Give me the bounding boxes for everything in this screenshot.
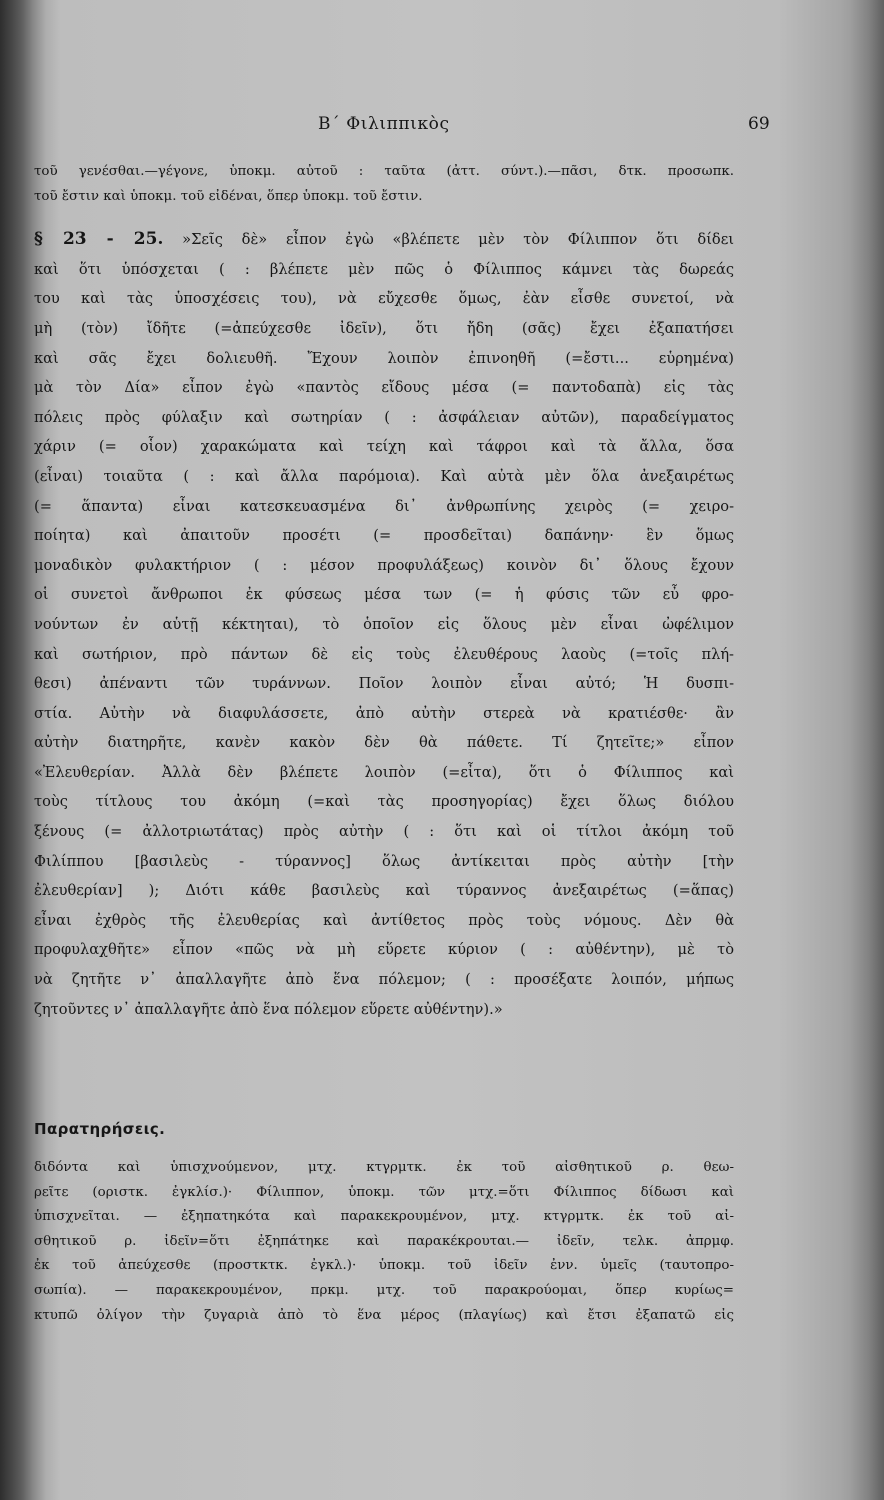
observation-line: ὑπισχνεῖται. — ἐξηπατηκότα καὶ παρακεκρουμένον, μτχ. κτγρμτκ. ἐκ τοῦ αἰ- [34, 1209, 734, 1225]
section-line: οἱ συνετοὶ ἄνθρωποι ἐκ φύσεως μέσα των (= ἡ φύσις τῶν εὖ φρο- [34, 586, 734, 604]
body-text [34, 160, 734, 1024]
section-line: νὰ ζητῆτε ν᾽ ἀπαλλαγῆτε ἀπὸ ἕνα πόλεμον; ( : προσέξατε λοιπόν, μήπως [34, 971, 734, 989]
section-line: μὴ (τὸν) ἴδῆτε (=ἀπεύχεσθε ἰδεῖν), ὅτι ἤδη (σᾶς) ἔχει ἐξαπατήσει [34, 319, 734, 337]
section-line: αὐτὴν διατηρῆτε, κανὲν κακὸν δὲν θὰ πάθετε. Τί ζητεῖτε;» εἶπον [34, 734, 734, 752]
page-number: 69 [748, 114, 770, 134]
section-line: μὰ τὸν Δία» εἶπον ἐγὼ «παντὸς εἴδους μέσα (= παντοδαπὰ) εἰς τὰς [34, 379, 734, 397]
section-line: νούντων ἐν αὑτῇ κέκτηται), τὸ ὁποῖον εἰς ὅλους μὲν εἶναι ὠφέλιμον [34, 615, 734, 633]
observations-heading: Παρατηρήσεις. [34, 1120, 166, 1138]
section-paragraph [34, 225, 734, 1024]
section-line: πόλεις πρὸς φύλαξιν καὶ σωτηρίαν ( : ἀσφάλειαν αὐτῶν), παραδείγματος [34, 408, 734, 426]
section-line: ποίητα) καὶ ἀπαιτοῦν προσέτι (= προσδεῖται) δαπάνην· ἓν ὅμως [34, 527, 734, 545]
section-line: ξένους (= ἀλλοτριωτάτας) πρὸς αὐτὴν ( : ὅτι καὶ οἱ τίτλοι ἀκόμη τοῦ [34, 823, 734, 841]
observation-line: κτυπῶ ὀλίγον τὴν ζυγαριὰ ἀπὸ τὸ ἕνα μέρος (πλαγίως) καὶ ἔτσι ἐξαπατῶ εἰς [34, 1307, 734, 1323]
section-line: ἐλευθερίαν] ); Διότι κάθε βασιλεὺς καὶ τύραννος ἀνεξαιρέτως (=ἅπας) [34, 882, 734, 900]
page-edge-shadow [850, 0, 884, 1500]
observation-line: σθητικοῦ ρ. ἰδεῖν=ὅτι ἐξηπάτηκε καὶ παρακέκρουται.— ἰδεῖν, τελκ. ἀπρμφ. [34, 1233, 734, 1249]
section-line: ζητοῦντες ν᾽ ἀπαλλαγῆτε ἀπὸ ἕνα πόλεμον εὕρετε αὐθέντην).» [34, 1000, 503, 1018]
section-line: »Σεῖς δὲ» εἶπον ἐγὼ «βλέπετε μὲν τὸν Φίλιππον ὅτι δίδει [182, 231, 735, 249]
observation-line: ρεῖτε (οριστκ. ἐγκλίσ.)· Φίλιππον, ὑποκμ. τῶν μτχ.=ὅτι Φίλιππος δίδωσι καὶ [34, 1184, 734, 1200]
section-line: μοναδικὸν φυλακτήριον ( : μέσον προφυλάξεως) κοινὸν δι᾽ ὅλους ἔχουν [34, 556, 734, 574]
section-line: «Ἐλευθερίαν. Ἀλλὰ δὲν βλέπετε λοιπὸν (=εἶτα), ὅτι ὁ Φίλιππος καὶ [34, 763, 734, 781]
observation-line: διδόντα καὶ ὑπισχνούμενον, μτχ. κτγρμτκ. ἐκ τοῦ αἰσθητικοῦ ρ. θεω- [34, 1160, 734, 1175]
section-line: καὶ ὅτι ὑπόσχεται ( : βλέπετε μὲν πῶς ὁ Φίλιππος κάμνει τὰς δωρεάς [34, 260, 734, 278]
observation-line: σωπία). — παρακεκρουμένον, πρκμ. μτχ. τοῦ παρακρούομαι, ὅπερ κυρίως= [34, 1282, 734, 1298]
section-line: του καὶ τὰς ὑποσχέσεις του), νὰ εὔχεσθε ὅμως, ἐὰν εἶσθε συνετοί, νὰ [34, 290, 734, 308]
section-line: καὶ σωτήριον, πρὸ πάντων δὲ εἰς τοὺς ἐλευθέρους λαοὺς (=τοῖς πλή- [34, 645, 734, 663]
section-line: καὶ σᾶς ἔχει δολιευθῆ. Ἔχουν λοιπὸν ἐπινοηθῆ (=ἔστι... εὑρημένα) [34, 349, 734, 367]
section-line: χάριν (= οἷον) χαρακώματα καὶ τείχη καὶ τάφροι καὶ τὰ ἄλλα, ὅσα [34, 438, 734, 456]
section-line: (= ἅπαντα) εἶναι κατεσκευασμένα δι᾽ ἀνθρωπίνης χειρὸς (= χειρο- [34, 497, 734, 515]
section-line: προφυλαχθῆτε» εἶπον «πῶς νὰ μὴ εὕρετε κύριον ( : αὐθέντην), μὲ τὸ [34, 941, 734, 959]
section-line: (εἶναι) τοιαῦτα ( : καὶ ἄλλα παρόμοια). Καὶ αὐτὰ μὲν ὅλα ἀνεξαιρέτως [34, 467, 734, 485]
preceding-notes [34, 160, 734, 209]
section-line: εἶναι ἐχθρὸς τῆς ἐλευθερίας καὶ ἀντίθετος πρὸς τοὺς νόμους. Δὲν θὰ [34, 911, 734, 929]
section-line: Φιλίππου [βασιλεὺς - τύραννος] ὅλως ἀντίκειται πρὸς αὐτὴν [τὴν [34, 852, 734, 870]
observation-line: ἐκ τοῦ ἀπεύχεσθε (προστκτκ. ἐγκλ.)· ὑποκμ. τοῦ ἰδεῖν ἐνν. ὑμεῖς (ταυτοπρο- [34, 1258, 734, 1274]
running-head-title: Β΄ Φιλιππικὸς [318, 114, 450, 134]
section-line: στία. Αὐτὴν νὰ διαφυλάσσετε, ἀπὸ αὐτὴν στερεὰ νὰ κρατιέσθε· ἂν [34, 704, 734, 722]
section-line-first [34, 225, 734, 255]
note-line: τοῦ γενέσθαι.—γέγονε, ὑποκμ. αὐτοῦ : ταῦτα (ἀττ. σύντ.).—πᾶσι, δτκ. προσωπκ. [34, 164, 734, 179]
running-head [0, 114, 884, 138]
section-line: θεσι) ἀπέναντι τῶν τυράννων. Ποῖον λοιπὸν εἶναι αὐτό; Ἡ δυσπι- [34, 675, 734, 693]
section-number: § 23 - 25. [34, 229, 164, 250]
observations-notes [34, 1156, 734, 1328]
note-line: τοῦ ἔστιν καὶ ὑποκμ. τοῦ εἰδέναι, ὅπερ ὑποκμ. τοῦ ἔστιν. [34, 188, 423, 204]
section-line: τοὺς τίτλους του ἀκόμη (=καὶ τὰς προσηγορίας) ἔχει ὅλως διόλου [34, 793, 734, 811]
